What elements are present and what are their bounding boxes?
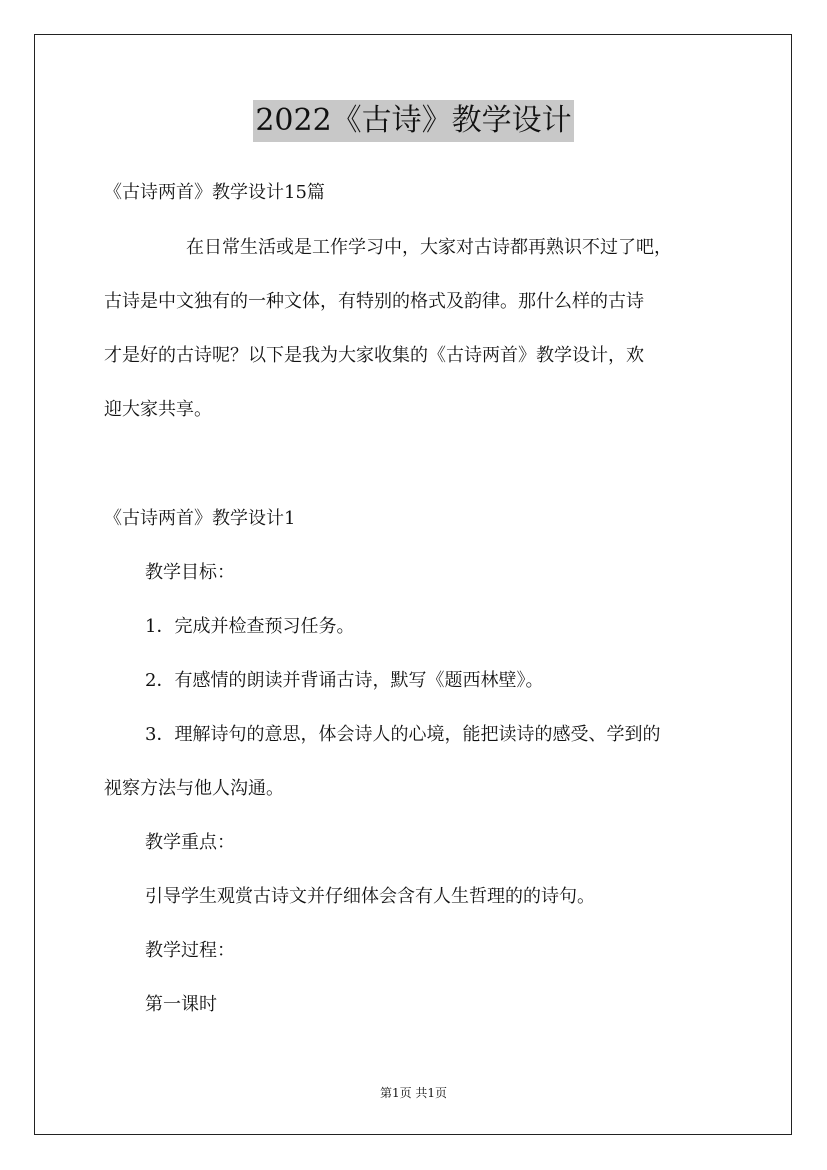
intro-line-1: 在日常生活或是工作学习中，大家对古诗都再熟识不过了吧， [186, 237, 672, 258]
intro-line-2: 古诗是中文独有的一种文体，有特别的格式及韵律。那什么样的古诗 [104, 291, 644, 312]
body-line-item-2: 2．有感情的朗读并背诵古诗，默写《题西林壁》。 [145, 670, 544, 691]
body-line-item-1: 1．完成并检查预习任务。 [145, 616, 355, 637]
intro-line-3: 才是好的古诗呢？以下是我为大家收集的《古诗两首》教学设计，欢 [104, 345, 644, 366]
section-heading: 《古诗两首》教学设计1 [104, 508, 296, 529]
document-subtitle: 《古诗两首》教学设计15篇 [104, 182, 325, 203]
body-line-key-points: 教学重点： [145, 832, 235, 853]
body-line-process: 教学过程： [145, 940, 235, 961]
body-line-item-3: 3．理解诗句的意思，体会诗人的心境，能把读诗的感受、学到的 [145, 724, 661, 745]
page-footer: 第1页 共1页 [379, 1086, 448, 1100]
body-line-item-3-cont: 视察方法与他人沟通。 [104, 778, 284, 799]
document-title: 2022《古诗》教学设计 [253, 100, 573, 142]
body-line-objectives: 教学目标： [145, 562, 235, 583]
document-title-wrapper [0, 100, 827, 142]
intro-line-4: 迎大家共享。 [104, 399, 212, 420]
body-line-key-points-text: 引导学生观赏古诗文并仔细体会含有人生哲理的的诗句。 [145, 886, 595, 907]
body-line-first-lesson: 第一课时 [145, 994, 217, 1015]
